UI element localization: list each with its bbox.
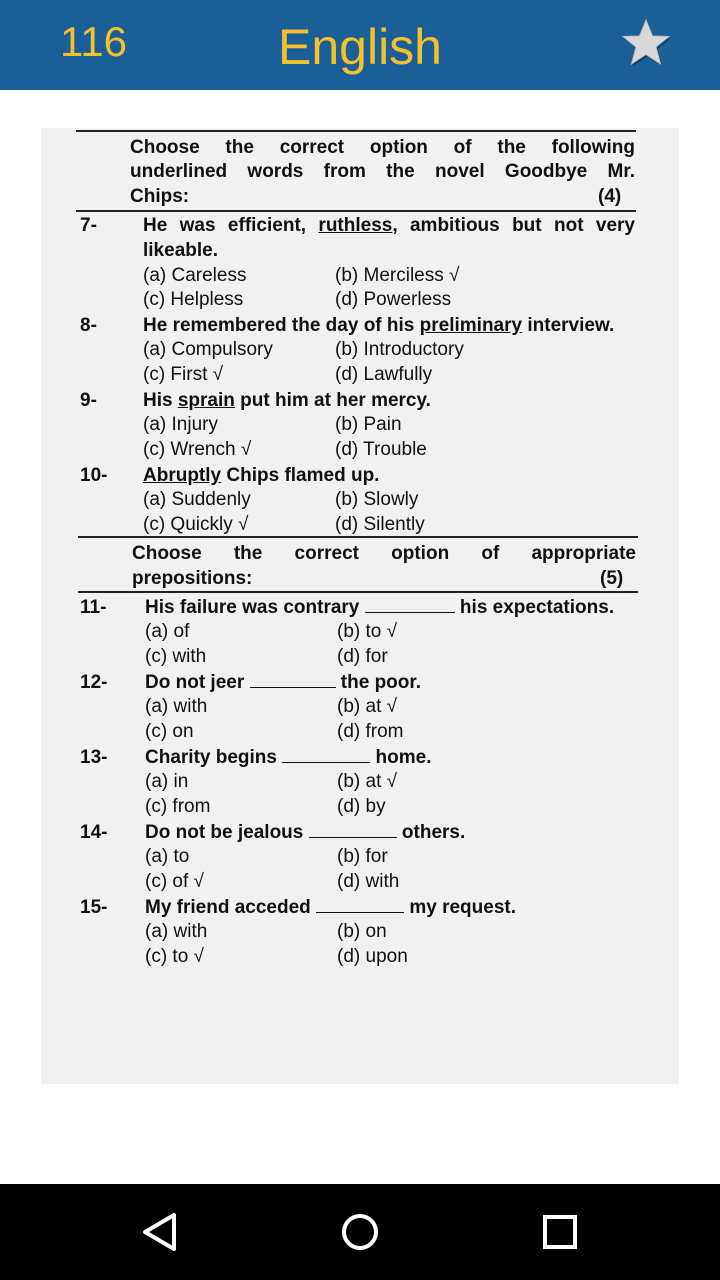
option-d: (d) by	[337, 796, 386, 817]
question-text: My friend acceded my request.	[145, 897, 516, 918]
option-b: (b) Slowly	[335, 489, 419, 510]
question-text: Abruptly Chips flamed up.	[143, 465, 380, 486]
option-c: (c) on	[145, 721, 194, 742]
question-number: 10-	[80, 465, 108, 486]
page-number: 116	[60, 18, 127, 65]
option-b: (b) for	[337, 846, 388, 867]
question-text: Do not jeer the poor.	[145, 672, 422, 693]
answer-blank	[282, 746, 370, 763]
option-b: (b) at √	[337, 696, 398, 717]
answer-blank	[250, 671, 336, 688]
option-b: (b) at √	[337, 771, 398, 792]
document-content	[41, 128, 679, 1084]
question-number: 14-	[80, 822, 108, 843]
question-text: He remembered the day of his preliminary interview.	[143, 315, 615, 336]
option-a: (a) with	[145, 696, 208, 717]
option-c: (c) of √	[145, 871, 204, 892]
navigation-bar	[0, 1184, 720, 1280]
question-text-continued: likeable.	[143, 240, 218, 261]
option-a: (a) with	[145, 921, 208, 942]
divider	[78, 591, 638, 593]
option-c: (c) to √	[145, 946, 204, 967]
divider	[78, 536, 638, 538]
back-triangle-icon[interactable]	[136, 1208, 184, 1256]
option-b: (b) on	[337, 921, 387, 942]
option-b: (b) Pain	[335, 414, 402, 435]
option-a: (a) Careless	[143, 265, 247, 286]
option-b: (b) Merciless √	[335, 265, 460, 286]
option-d: (d) Lawfully	[335, 364, 433, 385]
section1-heading-line2: underlined words from the novel Goodbye Mr.	[130, 161, 635, 182]
question-text: Charity begins home.	[145, 747, 432, 768]
option-c: (c) First √	[143, 364, 224, 385]
option-c: (c) Helpless	[143, 289, 244, 310]
answer-blank	[316, 896, 404, 913]
option-d: (d) Trouble	[335, 439, 427, 460]
question-number: 8-	[80, 315, 97, 336]
recents-square-icon[interactable]	[536, 1208, 584, 1256]
option-a: (a) Suddenly	[143, 489, 251, 510]
question-text: His failure was contrary his expectations.	[145, 597, 615, 618]
star-icon[interactable]	[618, 16, 674, 72]
option-c: (c) with	[145, 646, 207, 667]
section1-marks: (4)	[598, 186, 622, 207]
question-text: His sprain put him at her mercy.	[143, 390, 431, 411]
option-a: (a) Injury	[143, 414, 218, 435]
section1-heading-line3: Chips:	[130, 186, 190, 207]
section1-heading-line1: Choose the correct option of the following	[130, 137, 635, 158]
section2-heading-line1: Choose the correct option of appropriate	[132, 543, 636, 564]
option-b: (b) Introductory	[335, 339, 464, 360]
option-b: (b) to √	[337, 621, 398, 642]
option-a: (a) in	[145, 771, 189, 792]
question-text: He was efficient, ruthless, ambitious but not very	[143, 215, 635, 236]
option-d: (d) from	[337, 721, 404, 742]
question-number: 11-	[80, 597, 107, 618]
option-d: (d) upon	[337, 946, 408, 967]
document-page	[41, 128, 679, 1084]
question-number: 12-	[80, 672, 108, 693]
option-d: (d) for	[337, 646, 388, 667]
option-d: (d) Silently	[335, 514, 425, 535]
option-c: (c) from	[145, 796, 211, 817]
question-number: 15-	[80, 897, 108, 918]
option-a: (a) to	[145, 846, 190, 867]
option-d: (d) with	[337, 871, 400, 892]
option-d: (d) Powerless	[335, 289, 452, 310]
divider	[76, 130, 636, 132]
question-number: 7-	[80, 215, 97, 236]
option-a: (a) of	[145, 621, 190, 642]
option-c: (c) Wrench √	[143, 439, 252, 460]
section2-marks: (5)	[600, 568, 624, 589]
option-c: (c) Quickly √	[143, 514, 249, 535]
app-bar	[0, 0, 720, 90]
divider	[76, 210, 636, 212]
home-circle-icon[interactable]	[336, 1208, 384, 1256]
question-text: Do not be jealous others.	[145, 822, 466, 843]
question-number: 13-	[80, 747, 108, 768]
option-a: (a) Compulsory	[143, 339, 273, 360]
answer-blank	[309, 821, 397, 838]
answer-blank	[365, 596, 455, 613]
section2-heading-line2: prepositions:	[132, 568, 253, 589]
page-title: English	[278, 19, 442, 75]
question-number: 9-	[80, 390, 97, 411]
